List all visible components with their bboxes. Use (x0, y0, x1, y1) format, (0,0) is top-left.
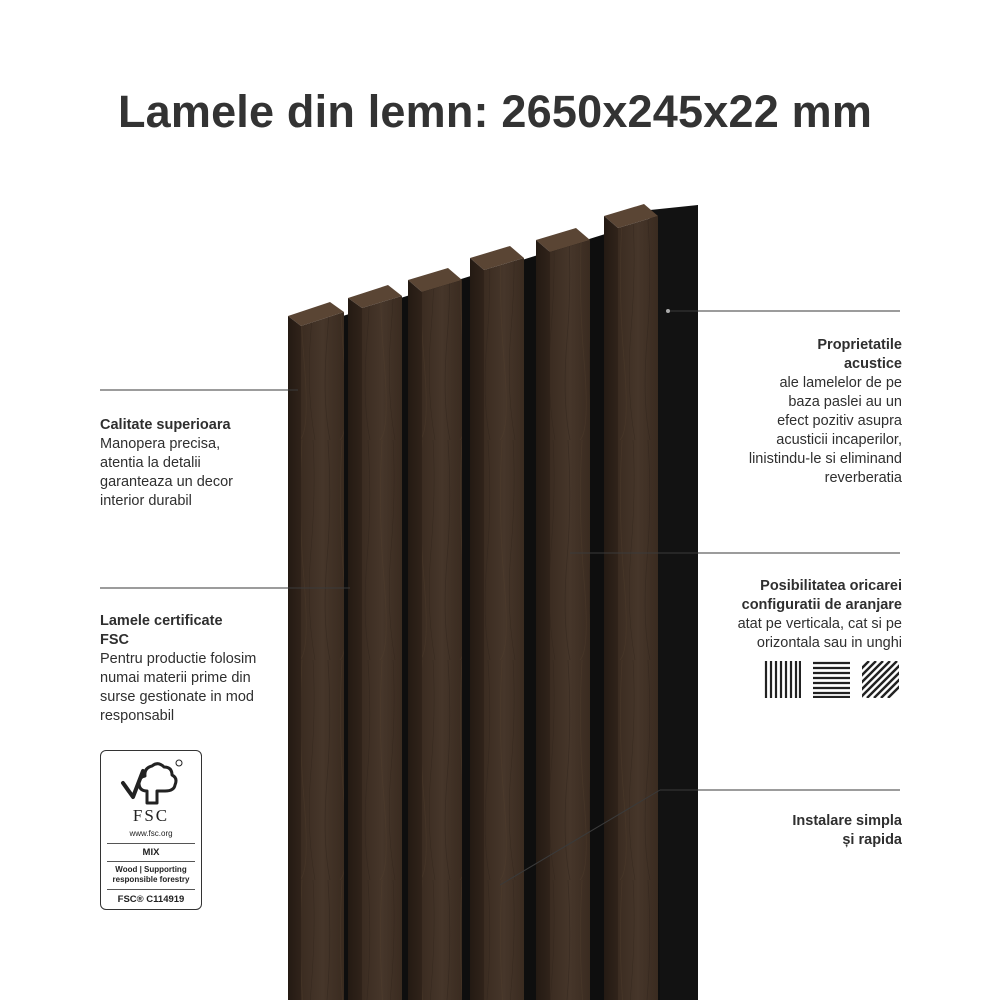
feature-quality-line: atentia la detalii (100, 455, 201, 471)
feature-acoustic-line: ale lamelelor de pe (779, 375, 902, 391)
fsc-tree-check-icon (117, 757, 187, 809)
feature-fsc-line: numai materii prime din (100, 670, 251, 686)
wood-slat-5 (536, 228, 590, 1000)
feature-install (700, 812, 902, 850)
wood-slat-4 (470, 246, 524, 1000)
feature-acoustic-line: efect pozitiv asupra (777, 413, 902, 429)
feature-fsc (100, 612, 295, 726)
feature-acoustic (700, 336, 902, 488)
feature-fsc-line: surse gestionate in mod (100, 689, 254, 705)
fsc-description-line: Wood | Supporting (115, 865, 187, 874)
fsc-url: www.fsc.org (129, 829, 173, 838)
feature-install-heading: și rapida (842, 832, 902, 848)
fsc-certification-label (100, 750, 202, 910)
feature-acoustic-line: acusticii incaperilor, (776, 432, 902, 448)
feature-arrangement-heading: Posibilitatea oricarei (760, 578, 902, 594)
wood-slat-1 (288, 302, 344, 1000)
feature-acoustic-heading: acustice (843, 356, 902, 372)
divider (107, 861, 195, 862)
feature-acoustic-line: linistindu-le si eliminand (748, 451, 902, 467)
page-title: Lamele din lemn: 2650x245x22 mm (117, 86, 873, 137)
vertical-lines-icon (764, 661, 801, 698)
fsc-description-line: responsible forestry (112, 874, 190, 884)
horizontal-lines-icon (813, 661, 850, 698)
feature-arrangement (690, 577, 902, 653)
divider (107, 889, 195, 890)
wood-slat-2 (348, 285, 402, 1000)
fsc-category: MIX (142, 847, 160, 858)
wood-slat-3 (408, 268, 462, 1000)
feature-quality-line: interior durabil (100, 493, 192, 509)
feature-quality-line: garanteaza un decor (100, 474, 234, 490)
fsc-logo-text: FSC (132, 806, 170, 825)
feature-arrangement-line: atat pe verticala, cat si pe (737, 616, 902, 632)
diagonal-lines-icon (862, 661, 899, 698)
feature-fsc-heading: Lamele certificate (100, 613, 223, 629)
feature-acoustic-line: baza paslei au un (788, 394, 902, 410)
divider (107, 843, 195, 844)
wood-slat-6 (604, 204, 658, 1000)
feature-fsc-line: responsabil (100, 708, 175, 724)
feature-acoustic-line: reverberatia (824, 470, 902, 486)
feature-acoustic-heading: Proprietatile (817, 337, 902, 353)
feature-arrangement-line: orizontala sau in unghi (756, 635, 902, 651)
feature-install-heading: Instalare simpla (792, 813, 902, 829)
fsc-license-code: FSC® C114919 (117, 894, 185, 905)
feature-quality (100, 416, 290, 511)
fsc-description (101, 865, 201, 884)
feature-quality-heading: Calitate superioara (100, 417, 231, 433)
feature-fsc-heading: FSC (100, 632, 129, 648)
feature-arrangement-heading: configuratii de aranjare (741, 597, 902, 613)
feature-quality-line: Manopera precisa, (100, 436, 221, 452)
feature-fsc-line: Pentru productie folosim (100, 651, 257, 667)
